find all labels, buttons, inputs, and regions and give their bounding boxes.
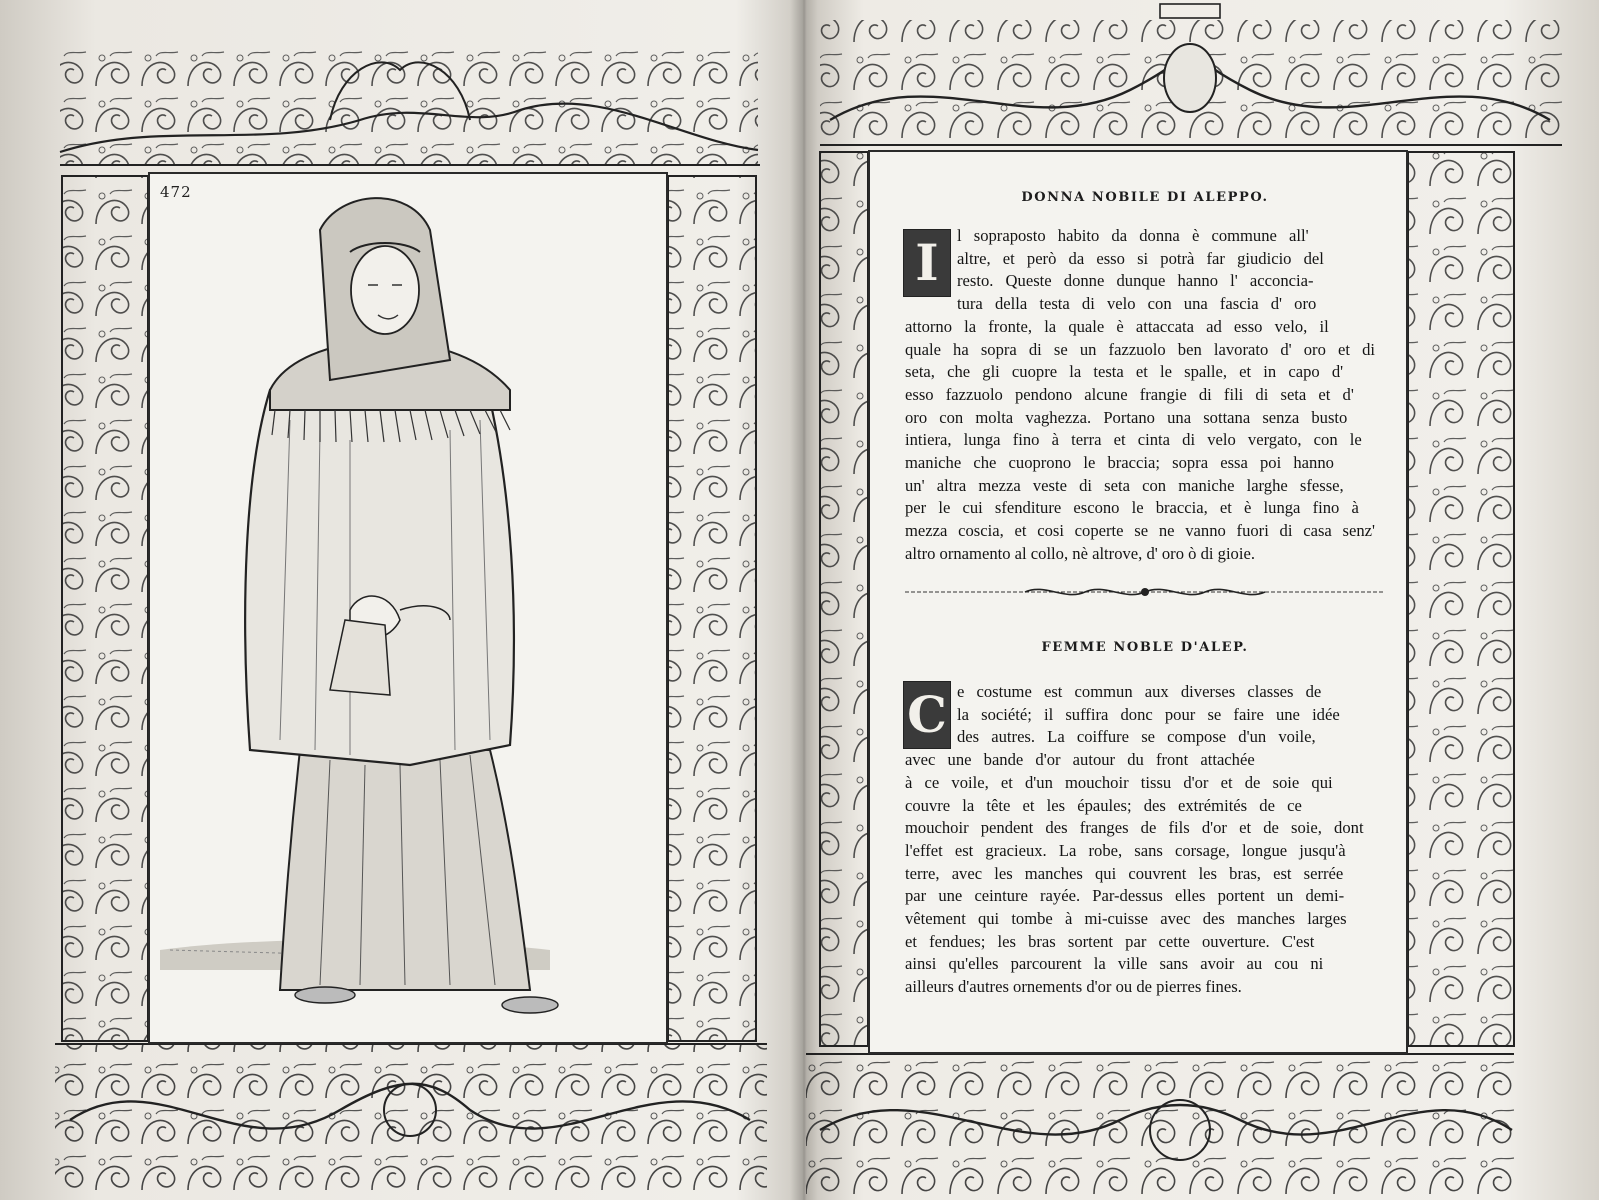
text-line: avec une bande d'or autour du front attachée [905,750,1255,770]
text-line: terre, avec les manches qui couvrent les bras, est serrée [905,863,1344,883]
text-line: couvre la tête et les épaules; des extrémités de ce [905,795,1302,815]
text-line: maniche che cuoprono le braccia; sopra essa poi hanno [905,453,1334,473]
text-line: per le cui sfenditure escono le braccia, et è lunga fino à [905,498,1359,518]
text-line: ailleurs d'autres ornements d'or ou de pierres fines. [905,977,1242,997]
text-line: vêtement qui tombe à mi-cuisse avec des manches larges [905,909,1347,929]
text-line: et fendues; les bras sortent par cette ouverture. C'est [905,931,1315,951]
text-line: oro con molta vaghezza. Portano una sottana senza busto [905,407,1348,427]
text-line: l sopraposto habito da donna è commune all' [957,226,1309,245]
text-line: esso fazzuolo pendono alcune frangie di fili di seta et d' [905,384,1354,404]
text-line: seta, che gli cuopre la testa et le spalle, et in capo d' [905,362,1344,382]
text-line: quale ha sopra di se un fazzuolo ben lavorato d' oro et di [905,339,1375,359]
page-number: 472 [160,183,192,201]
italian-paragraph [905,225,1375,566]
french-paragraph [905,681,1375,999]
text-line: mezza coscia, et cosi coperte se ne vanno fuori di casa senz' [905,521,1375,541]
text-line: par une ceinture rayée. Par-dessus elles portent un demi- [905,886,1345,906]
french-heading: FEMME NOBLE D'ALEP. [1041,640,1249,655]
drop-cap-letter: C [907,685,947,744]
text-line: altro ornamento al collo, nè altrove, d' oro ò di gioie. [905,543,1255,563]
noblewoman-illustration [150,190,662,1030]
right-page [800,0,1599,1200]
text-line: resto. Queste donne dunque hanno l' acconcia- [957,271,1314,291]
drop-cap-letter: I [915,233,939,292]
text-line: à ce voile, et d'un mouchoir tissu d'or et de soie qui [905,772,1333,792]
text-line: intiera, lunga fino à terra et cinta di velo vergato, con le [905,430,1362,450]
text-line: altre, et però da esso si potrà far giudicio del [957,248,1324,268]
text-line: un' altra mezza veste di seta con maniche larghe sfesse, [905,475,1344,495]
italian-heading: DONNA NOBILE DI ALEPPO. [1021,190,1269,205]
text-line: mouchoir pendent des franges de fils d'or et de soie, dont [905,818,1364,838]
text-line: l'effet est gracieux. La robe, sans corsage, longue jusqu'à [905,840,1346,860]
text-line: e costume est commun aux diverses classes de [957,682,1322,701]
text-line: ainsi qu'elles parcourent la ville sans avoir au cou ni [905,954,1324,974]
text-line: des autres. La coiffure se compose d'un voile, [957,727,1316,747]
book-gutter [790,0,818,1200]
text-line: tura della testa di velo con una fascia d' oro [957,294,1317,314]
section-divider [905,585,1385,599]
text-line: attorno la fronte, la quale è attaccata ad esso velo, il [905,316,1329,336]
text-line: la société; il suffira donc pour se faire une idée [957,704,1340,724]
